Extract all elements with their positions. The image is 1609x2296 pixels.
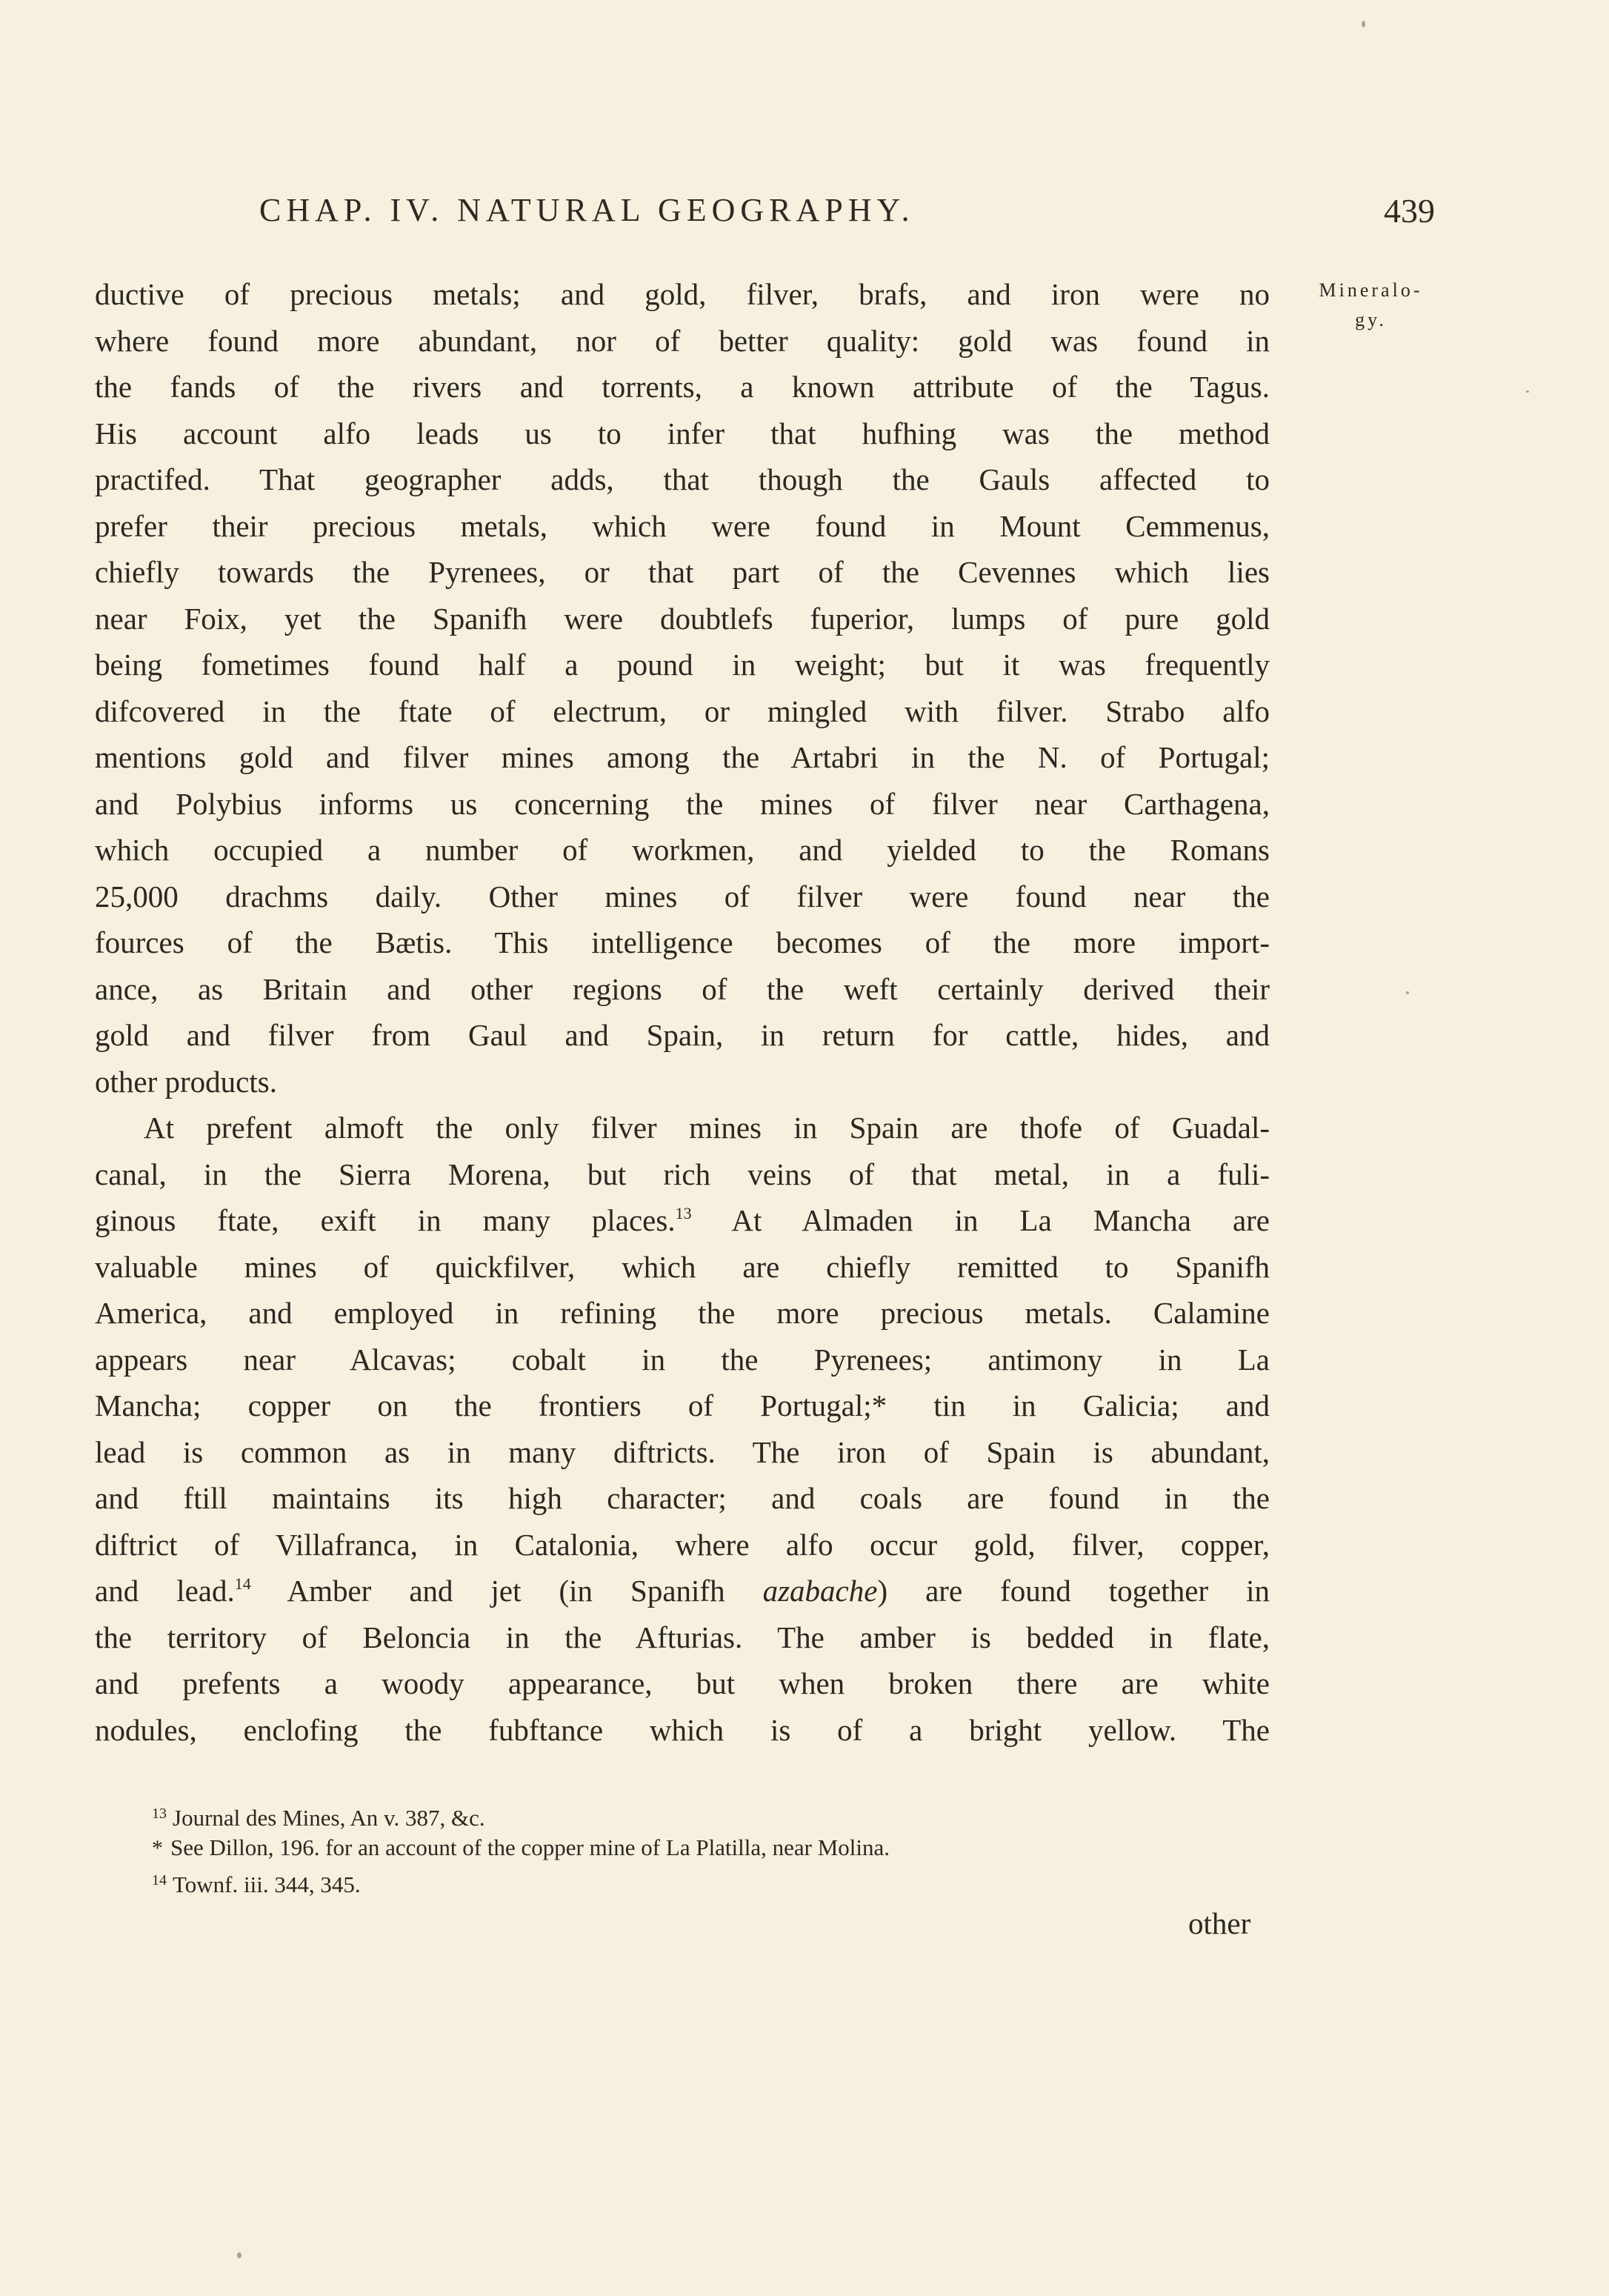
text-line: chiefly towards the Pyrenees, or that part of the Cevennes which lies [95,555,1270,589]
text-line: mentions gold and filver mines among the Artabri in the N. of Portugal; [95,740,1270,774]
italic-term: azabache [762,1574,878,1608]
text-line [95,1197,1270,1244]
footnote [152,1797,1174,1831]
marginal-note [1284,276,1458,335]
text-line: canal, in the Sierra Morena, but rich veins of that metal, in a fuli- [95,1157,1270,1191]
text-line: diftrict of Villafranca, in Catalonia, where alfo occur gold, filver, copper, [95,1527,1270,1562]
footnote [152,1864,1174,1897]
footnote-mark: 14 [152,1872,167,1889]
running-title: CHAP. IV. NATURAL GEOGRAPHY. [259,192,915,228]
text-run: ) are found together in [877,1574,1270,1608]
footnote-mark: * [152,1836,163,1860]
text-line: His account alfo leads us to infer that hufhing was the method [95,416,1270,450]
paper-speck [1362,21,1365,27]
text-line: fources of the Bætis. This intelligence becomes of the more import- [95,925,1270,959]
text-line: ance, as Britain and other regions of the weft certainly derived their [95,971,1270,1006]
text-line: being fometimes found half a pound in weight; but it was frequently [95,648,1270,682]
text-line: and prefents a woody appearance, but when broken there are white [95,1666,1270,1700]
catchword: other [1188,1906,1251,1940]
page-number: 439 [1384,192,1435,230]
footnotes [152,1797,1174,1897]
footnote [152,1831,1174,1864]
text-line: where found more abundant, nor of better quality: gold was found in [95,323,1270,358]
text-line: which occupied a number of workmen, and yielded to the Romans [95,833,1270,867]
text-line: near Foix, yet the Spanifh were doubtlefs fuperior, lumps of pure gold [95,601,1270,636]
text-line [95,1568,1270,1614]
text-run: Amber and jet (in Spanifh [250,1574,763,1608]
footnote-reference: 14 [234,1574,251,1593]
paper-speck [237,2252,241,2258]
footnote-text: See Dillon, 196. for an account of the copper mine of La Platilla, near Molina. [170,1834,890,1860]
text-line: appears near Alcavas; cobalt in the Pyrenees; antimony in La [95,1342,1270,1377]
text-line: 25,000 drachms daily. Other mines of filver were found near the [95,879,1270,914]
text-line: Mancha; copper on the frontiers of Portugal;* tin in Galicia; and [95,1388,1270,1422]
text-line: prefer their precious metals, which were found in Mount Cemmenus, [95,508,1270,543]
footnote-mark: 13 [152,1806,167,1822]
text-line: the fands of the rivers and torrents, a known attribute of the Tagus. [95,370,1270,404]
text-run: ginous ftate, exift in many places. [95,1203,676,1237]
text-line: and Polybius informs us concerning the mines of filver near Carthagena, [95,786,1270,821]
footnote-reference: 13 [675,1204,692,1222]
paper-speck [1526,390,1529,393]
text-line: lead is common as in many diftricts. The iron of Spain is abundant, [95,1434,1270,1469]
text-line: difcovered in the ftate of electrum, or mingled with filver. Strabo alfo [95,693,1270,728]
text-line: practifed. That geographer adds, that though the Gauls affected to [95,462,1270,496]
text-line: valuable mines of quickfilver, which are chiefly remitted to Spanifh [95,1249,1270,1284]
text-run: At Almaden in La Mancha are [691,1203,1270,1237]
text-line: America, and employed in refining the more precious metals. Calamine [95,1296,1270,1330]
footnote-text: Journal des Mines, An v. 387, &c. [173,1805,485,1831]
marginal-note-line: gy. [1355,309,1387,330]
text-run: and lead. [95,1574,235,1608]
footnote-text: Townf. iii. 344, 345. [173,1871,361,1897]
text-line: ductive of precious metals; and gold, filver, brafs, and iron were no [95,277,1270,311]
marginal-note-line: Mineralo- [1319,279,1423,301]
text-line: other products. [95,1064,277,1099]
text-line: the territory of Beloncia in the Afturias. The amber is bedded in flate, [95,1620,1270,1654]
text-line: gold and filver from Gaul and Spain, in return for cattle, hides, and [95,1018,1270,1052]
paper-speck [1406,991,1409,994]
text-line: nodules, enclofing the fubftance which is of a bright yellow. The [95,1712,1270,1747]
paragraph-start-line: At prefent almoft the only filver mines in Spain are thofe of Guadal- [144,1111,1270,1145]
text-line: and ftill maintains its high character; and coals are found in the [95,1481,1270,1515]
body-text [95,271,1270,1753]
